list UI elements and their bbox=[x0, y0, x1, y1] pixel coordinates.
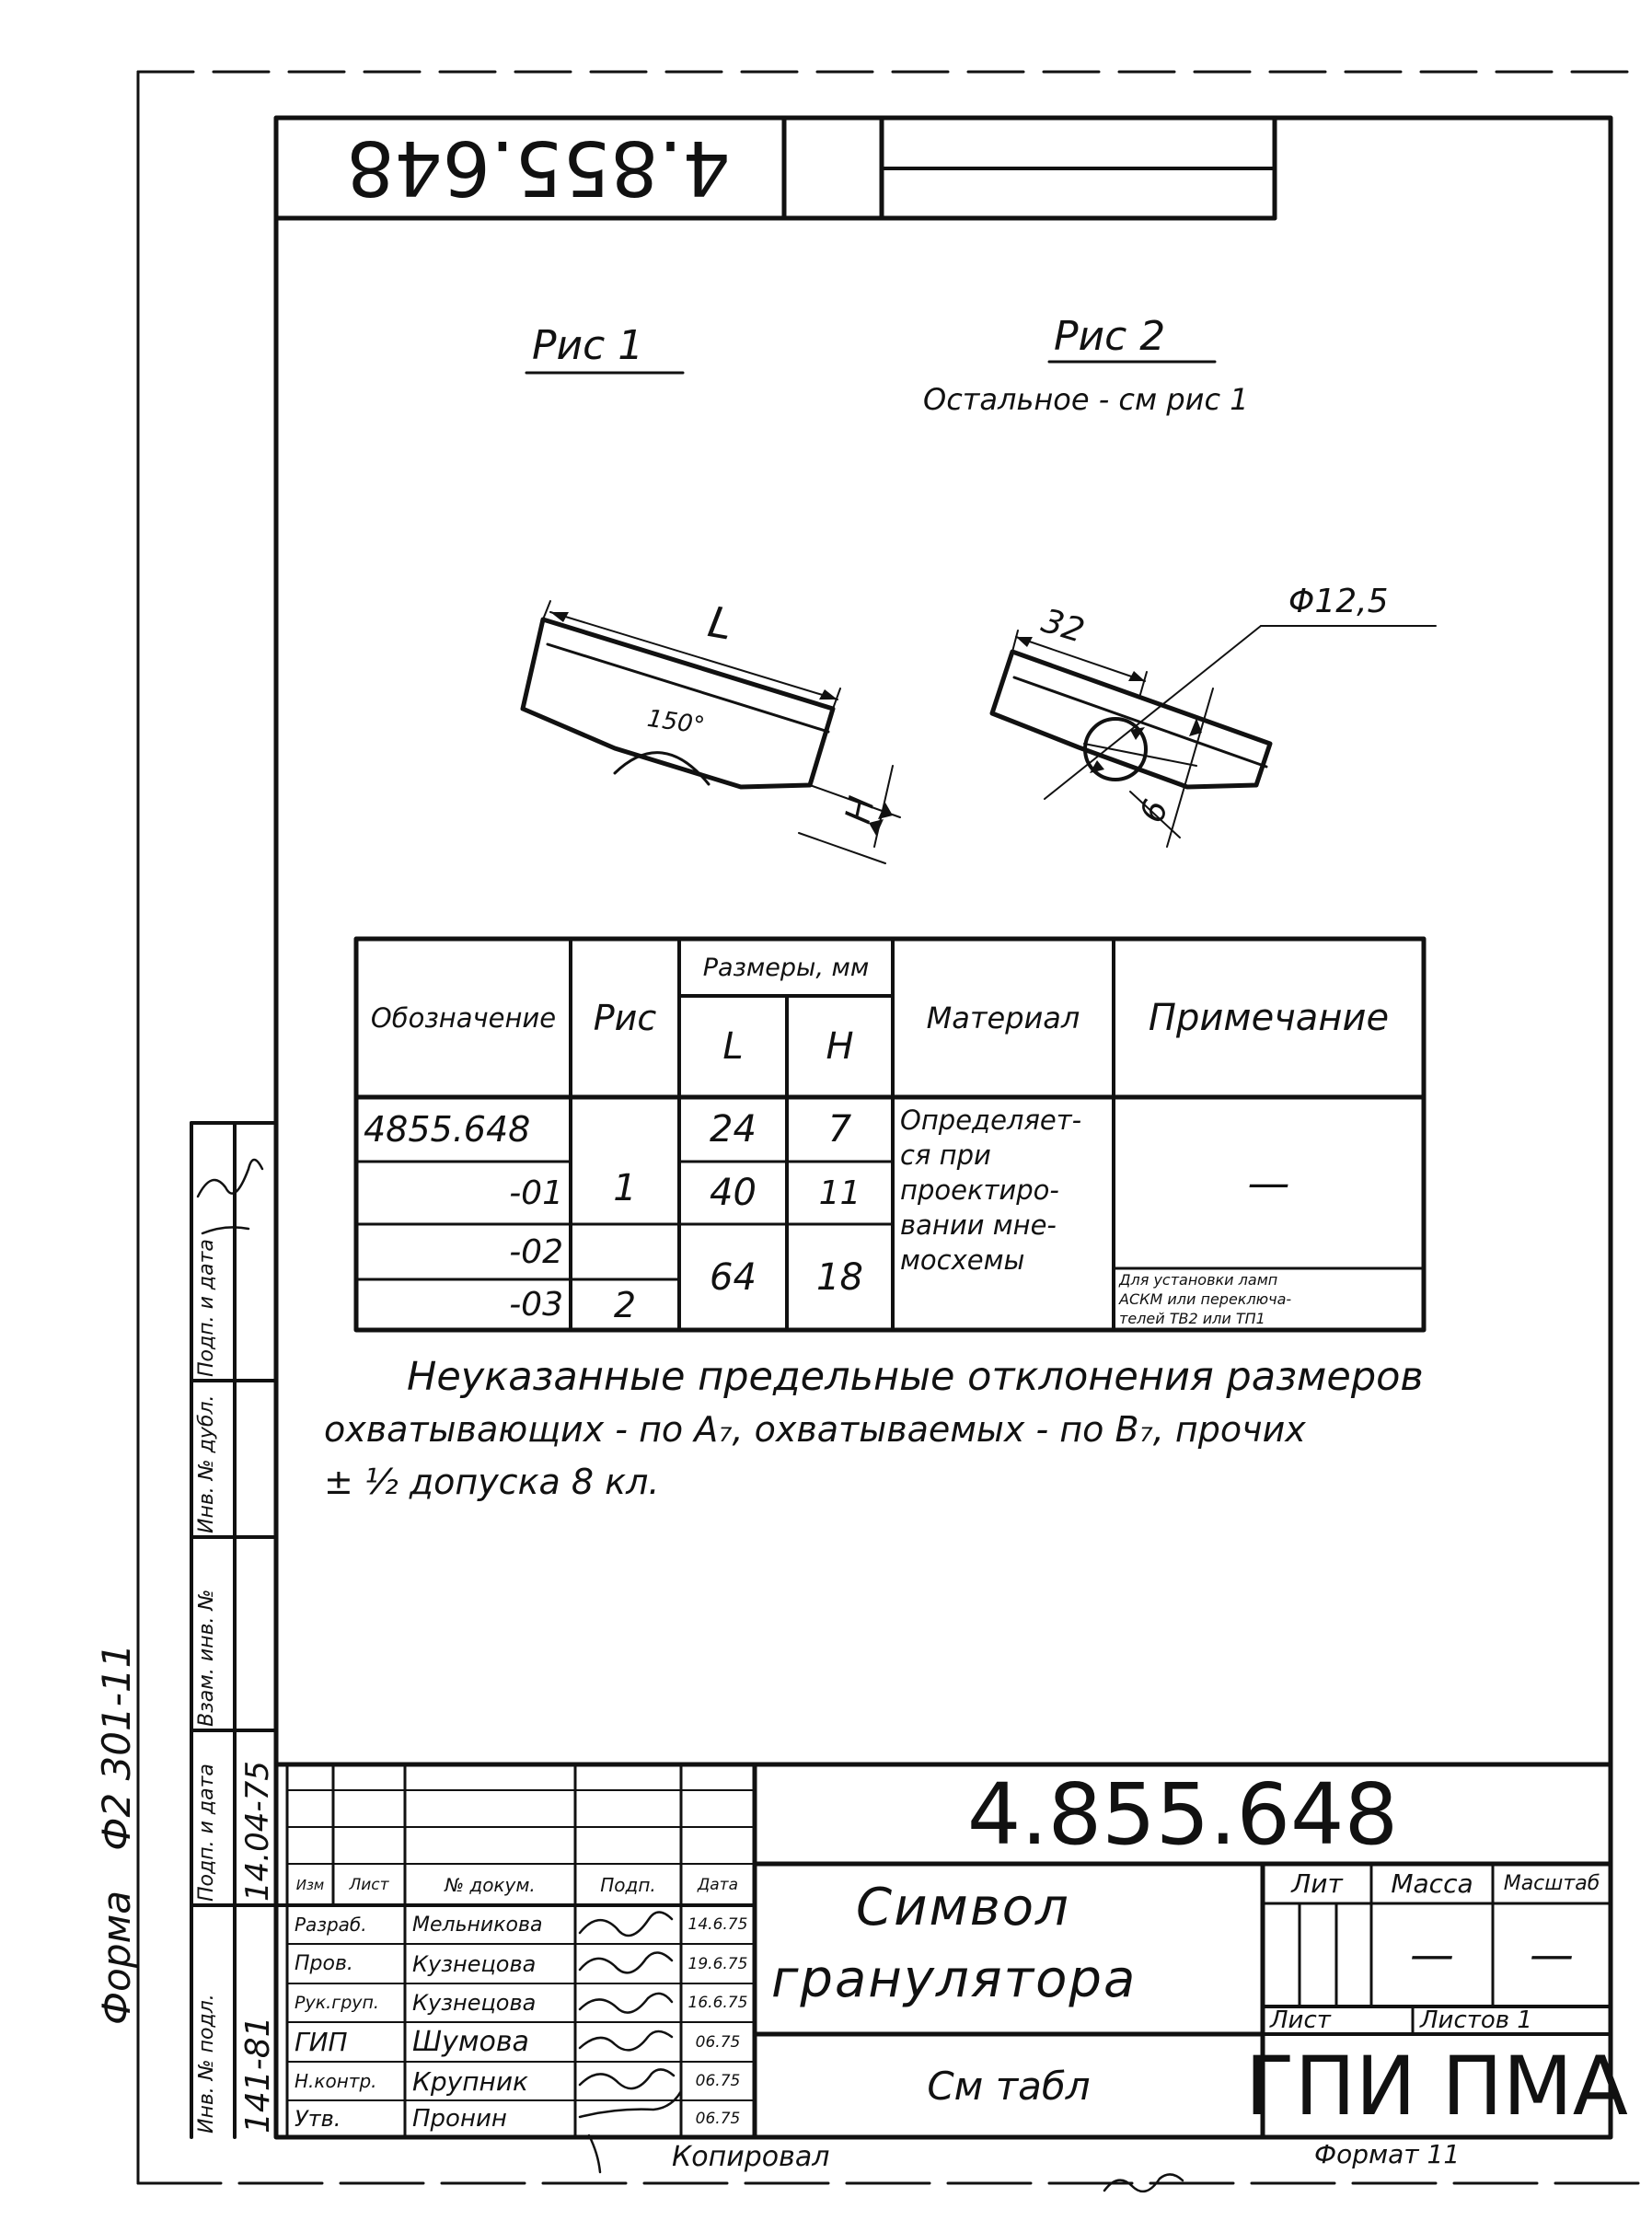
doc-number-inverted: 4.855.648 bbox=[346, 123, 731, 212]
side-value-date: 14.04-75 bbox=[239, 1761, 276, 1902]
product-material: См табл bbox=[927, 2063, 1091, 2109]
sheet-label: Лист bbox=[1270, 2006, 1331, 2034]
product-name-line2: гранулятора bbox=[771, 1949, 1138, 2009]
col-header-doc: № докум. bbox=[445, 1873, 536, 1896]
fig2-dim-32: 32 bbox=[1037, 602, 1089, 651]
note-line: охватывающих - по А₇, охватываемых - по В₇, прочих bbox=[324, 1409, 1306, 1450]
signer-role: Пров. bbox=[295, 1952, 353, 1975]
table-cell-l: 24 bbox=[710, 1108, 757, 1151]
note-small-line: АСКМ или переключа- bbox=[1119, 1290, 1292, 1308]
table-cell-l: 40 bbox=[710, 1172, 757, 1214]
side-value-inv: 141-81 bbox=[239, 2016, 277, 2134]
scale-label: Масштаб bbox=[1503, 1872, 1600, 1895]
table-material-text bbox=[900, 1103, 1081, 1278]
fig2-dim-9: 9 bbox=[1130, 793, 1173, 827]
table-header-dims: Размеры, мм bbox=[702, 953, 870, 982]
table-cell-h: 11 bbox=[818, 1174, 861, 1212]
signer-date: 16.6.75 bbox=[687, 1994, 748, 2012]
signer-date: 06.75 bbox=[695, 2110, 741, 2128]
copied-by-label: Копировал bbox=[672, 2141, 830, 2173]
table-row-designation: -03 bbox=[509, 1286, 563, 1324]
format-label: Формат 11 bbox=[1314, 2139, 1461, 2169]
fig1-title: Рис 1 bbox=[532, 322, 644, 369]
side-label-podp-date: Подп. и дата bbox=[195, 1764, 218, 1902]
note-small-line: Для установки ламп bbox=[1119, 1271, 1278, 1289]
lit-label: Лит bbox=[1291, 1868, 1343, 1899]
table-fig-row-3: 2 bbox=[613, 1284, 637, 1325]
signer-role: ГИП bbox=[295, 2027, 348, 2057]
table-row-designation: 4855.648 bbox=[364, 1109, 531, 1150]
note-line: Неуказанные предельные отклонения размеров bbox=[407, 1354, 1424, 1400]
fig1-dim-h: H bbox=[837, 792, 883, 827]
table-row-designation: -02 bbox=[509, 1232, 563, 1271]
table-header-h: H bbox=[826, 1025, 854, 1068]
material-line: вании мне- bbox=[900, 1209, 1057, 1241]
table-cell-h: 7 bbox=[827, 1108, 852, 1151]
forma-code: Ф2 301-11 bbox=[94, 1643, 139, 1851]
side-forma bbox=[94, 1644, 139, 2025]
material-line: мосхемы bbox=[900, 1244, 1025, 1276]
table-cell-h-merged: 18 bbox=[816, 1255, 863, 1299]
side-label-vzam: Взам. инв. № bbox=[195, 1589, 218, 1727]
col-header-izm: Изм bbox=[295, 1876, 325, 1893]
signer-date: 06.75 bbox=[695, 2072, 741, 2090]
table-header-designation: Обозначение bbox=[370, 1002, 557, 1034]
signer-date: 06.75 bbox=[695, 2032, 741, 2052]
signer-role: Разраб. bbox=[295, 1914, 367, 1936]
fig2-title: Рис 2 bbox=[1054, 313, 1166, 360]
signer-role: Н.контр. bbox=[295, 2070, 377, 2092]
note-line: ± ½ допуска 8 кл. bbox=[324, 1462, 660, 1502]
material-line: проектиро- bbox=[900, 1174, 1059, 1206]
mass-value: — bbox=[1410, 1929, 1454, 1981]
signer-name: Пронин bbox=[412, 2105, 507, 2133]
table-note-small bbox=[1119, 1270, 1291, 1328]
fig2-subtitle: Остальное - см рис 1 bbox=[923, 382, 1249, 417]
side-label-podp-date-2: Подп. и дата bbox=[195, 1239, 218, 1377]
signer-role: Утв. bbox=[295, 2106, 341, 2132]
table-note-dash: — bbox=[1247, 1158, 1290, 1208]
organization: ГПИ ПМА bbox=[1245, 2038, 1628, 2134]
product-name-line1: Символ bbox=[856, 1878, 1070, 1937]
signer-name: Шумова bbox=[412, 2026, 529, 2058]
table-header-material: Материал bbox=[926, 1000, 1080, 1035]
fig1-dim-angle: 150° bbox=[645, 704, 707, 741]
forma-label: Форма bbox=[94, 1891, 139, 2025]
note-small-line: телей ТВ2 или ТП1 bbox=[1119, 1310, 1265, 1327]
table-row-designation: -01 bbox=[509, 1174, 563, 1212]
table-cell-l-merged: 64 bbox=[710, 1255, 757, 1299]
col-header-podp: Подп. bbox=[600, 1873, 656, 1896]
material-line: ся при bbox=[900, 1139, 991, 1171]
side-label-inv-dubl: Инв. № дубл. bbox=[195, 1394, 218, 1533]
title-doc-number: 4.855.648 bbox=[966, 1764, 1399, 1864]
col-header-list: Лист bbox=[349, 1875, 389, 1894]
tolerance-note bbox=[324, 1351, 1424, 1509]
fig1-dim-l: L bbox=[704, 596, 737, 650]
signer-name: Кузнецова bbox=[412, 1950, 537, 1977]
signer-date: 19.6.75 bbox=[687, 1954, 748, 1973]
sheets-label: Листов 1 bbox=[1420, 2006, 1532, 2034]
table-header-fig: Рис bbox=[593, 998, 657, 1038]
side-label-inv-podl: Инв. № подл. bbox=[195, 1994, 218, 2134]
fig2-dim-diameter: Φ12,5 bbox=[1288, 583, 1389, 620]
table-header-note: Примечание bbox=[1148, 997, 1390, 1039]
table-fig-group-1: 1 bbox=[613, 1167, 637, 1209]
signer-name: Крупник bbox=[412, 2065, 528, 2097]
scale-value: — bbox=[1530, 1929, 1574, 1981]
mass-label: Масса bbox=[1391, 1868, 1473, 1899]
signer-date: 14.6.75 bbox=[687, 1915, 748, 1934]
table-header-l: L bbox=[722, 1025, 744, 1068]
col-header-date: Дата bbox=[697, 1875, 739, 1894]
signer-name: Мельникова bbox=[412, 1913, 543, 1937]
material-line: Определяет- bbox=[900, 1104, 1082, 1136]
signer-name: Кузнецова bbox=[412, 1990, 537, 2016]
signer-role: Рук.груп. bbox=[295, 1993, 379, 2013]
